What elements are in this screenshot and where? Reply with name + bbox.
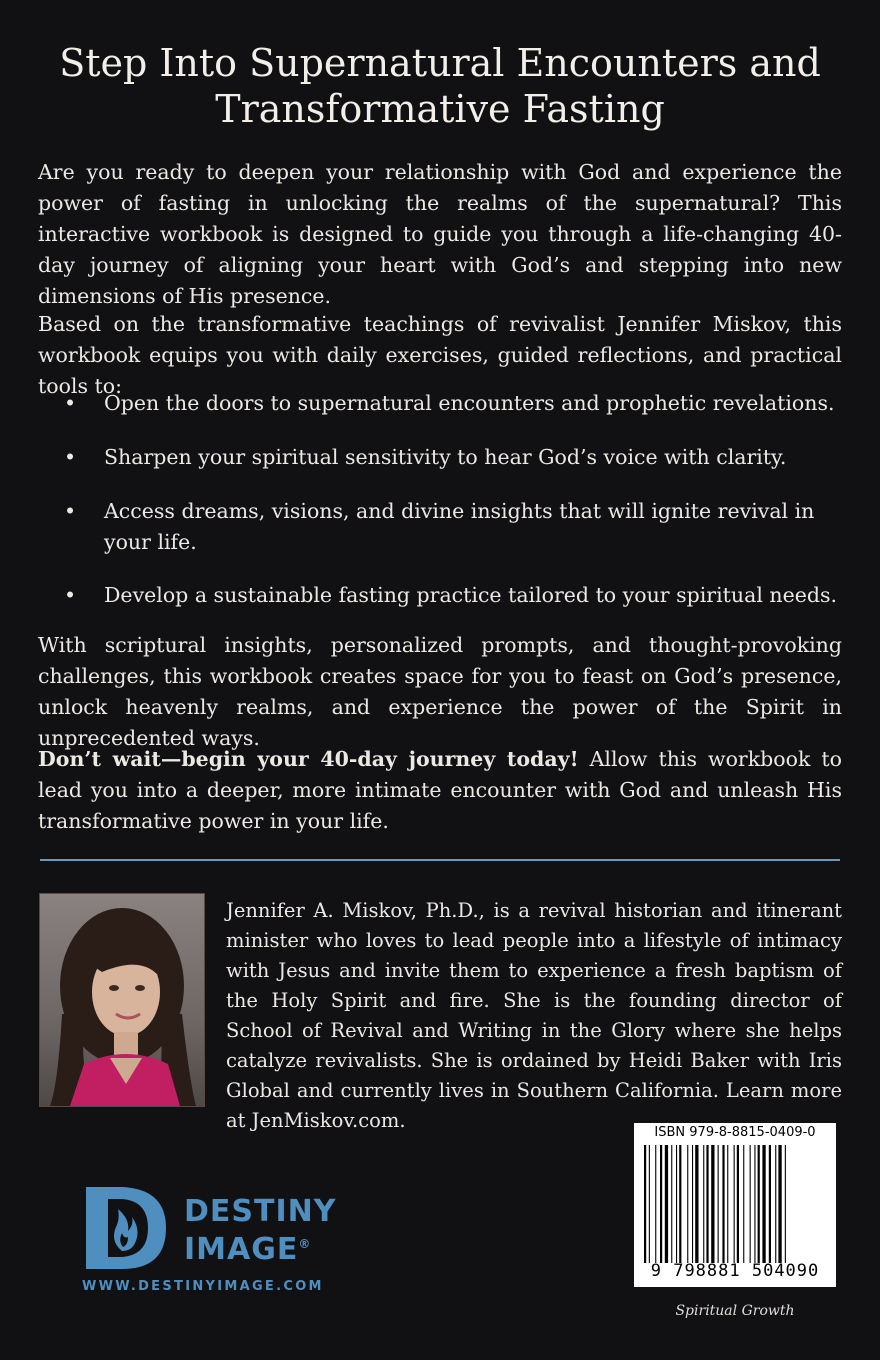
page-title — [40, 40, 840, 132]
isbn-barcode — [634, 1123, 836, 1287]
barcode-bar — [758, 1145, 760, 1263]
benefit-list — [38, 388, 842, 634]
barcode-bar — [676, 1145, 677, 1263]
book-category: Spiritual Growth — [675, 1303, 795, 1319]
barcode-bar — [660, 1145, 662, 1263]
barcode-bar — [695, 1145, 698, 1263]
barcode-bar — [679, 1145, 681, 1263]
barcode-bar — [722, 1145, 724, 1263]
intro-paragraph: Are you ready to deepen your relationship with God and experience the power of fasting in unlocking the realms of the supernatural? This interactive workbook is designed to guide you through a life-changing 40-day journey of aligning your heart with God’s and stepping into new dimensions of His presence. — [38, 160, 842, 308]
basis-paragraph: Based on the transformative teachings of revivalist Jennifer Miskov, this workbook equips you with daily exercises, guided reflections, and practical tools to: — [38, 312, 842, 398]
barcode-digits: 9 798881 504090 — [650, 1261, 820, 1281]
barcode-bar — [687, 1145, 688, 1263]
bullet-icon: • — [64, 499, 77, 523]
barcode-bar — [706, 1145, 708, 1263]
isbn-text: ISBN 979-8-8815-0409-0 — [654, 1125, 816, 1140]
publisher-url: WWW.DESTINYIMAGE.COM — [82, 1279, 324, 1294]
bullet-icon: • — [64, 391, 77, 415]
barcode-bar — [692, 1145, 693, 1263]
section-divider — [40, 859, 840, 861]
barcode-bar — [718, 1145, 719, 1263]
barcode-bar — [665, 1145, 668, 1263]
call-to-action-paragraph — [38, 744, 842, 837]
author-portrait-icon — [40, 894, 204, 1106]
call-to-action-rest: Allow this workbook to lead you into a deeper, more intimate encounter with God and unleash His transformative power in your life. — [38, 747, 843, 833]
barcode-bar — [769, 1145, 771, 1263]
barcode-bar — [754, 1145, 755, 1263]
publisher-name: DESTINY IMAGE® — [184, 1194, 337, 1267]
author-photo — [39, 893, 205, 1107]
barcode-bar — [644, 1145, 646, 1263]
destiny-image-d-icon — [82, 1185, 168, 1271]
list-item: • Develop a sustainable fasting practice tailored to your spiritual needs. — [38, 580, 842, 611]
bullet-icon: • — [64, 445, 77, 469]
barcode-bar — [750, 1145, 751, 1263]
list-item: • Sharpen your spiritual sensitivity to hear God’s voice with clarity. — [38, 442, 842, 473]
closing-paragraph: With scriptural insights, personalized prompts, and thought-provoking challenges, this workbook creates space for you to feast on God’s presence, unlock heavenly realms, and experience the power of the Spirit in unprecedented ways. — [38, 633, 842, 750]
list-item: • Access dreams, visions, and divine insights that will ignite revival in your life. — [38, 496, 842, 558]
publisher-logo — [82, 1185, 342, 1295]
barcode-bar — [762, 1145, 765, 1263]
list-item: • Open the doors to supernatural encounters and prophetic revelations. — [38, 388, 842, 419]
barcode-bar — [737, 1145, 739, 1263]
barcode-bar — [711, 1145, 714, 1263]
title-line-1: Step Into Supernatural Encounters and — [59, 41, 821, 85]
title-line-2: Transformative Fasting — [215, 87, 665, 131]
barcode-bar — [743, 1145, 744, 1263]
author-bio: Jennifer A. Miskov, Ph.D., is a revival historian and itinerant minister who loves to lead people into a lifestyle of intimacy with Jesus and invite them to experience a fresh baptism of the Holy Spirit and fire. She is the founding director of School of Revival and Writing in the Glory where she helps catalyze revivalists. She is ordained by Heidi Baker with Iris Global and currently lives in Southern California. Learn more at JenMiskov.com. — [226, 899, 842, 1132]
barcode-icon — [644, 1145, 830, 1263]
barcode-bar — [734, 1145, 735, 1263]
barcode-bar — [727, 1145, 728, 1263]
barcode-bar — [785, 1145, 786, 1263]
barcode-bar — [778, 1145, 781, 1263]
barcode-bar — [671, 1145, 672, 1263]
barcode-bar — [649, 1145, 650, 1263]
barcode-bar — [655, 1145, 656, 1263]
bullet-icon: • — [64, 583, 77, 607]
call-to-action-bold: Don’t wait—begin your 40-day journey today! — [38, 747, 579, 771]
barcode-bar — [703, 1145, 704, 1263]
barcode-bar — [775, 1145, 776, 1263]
